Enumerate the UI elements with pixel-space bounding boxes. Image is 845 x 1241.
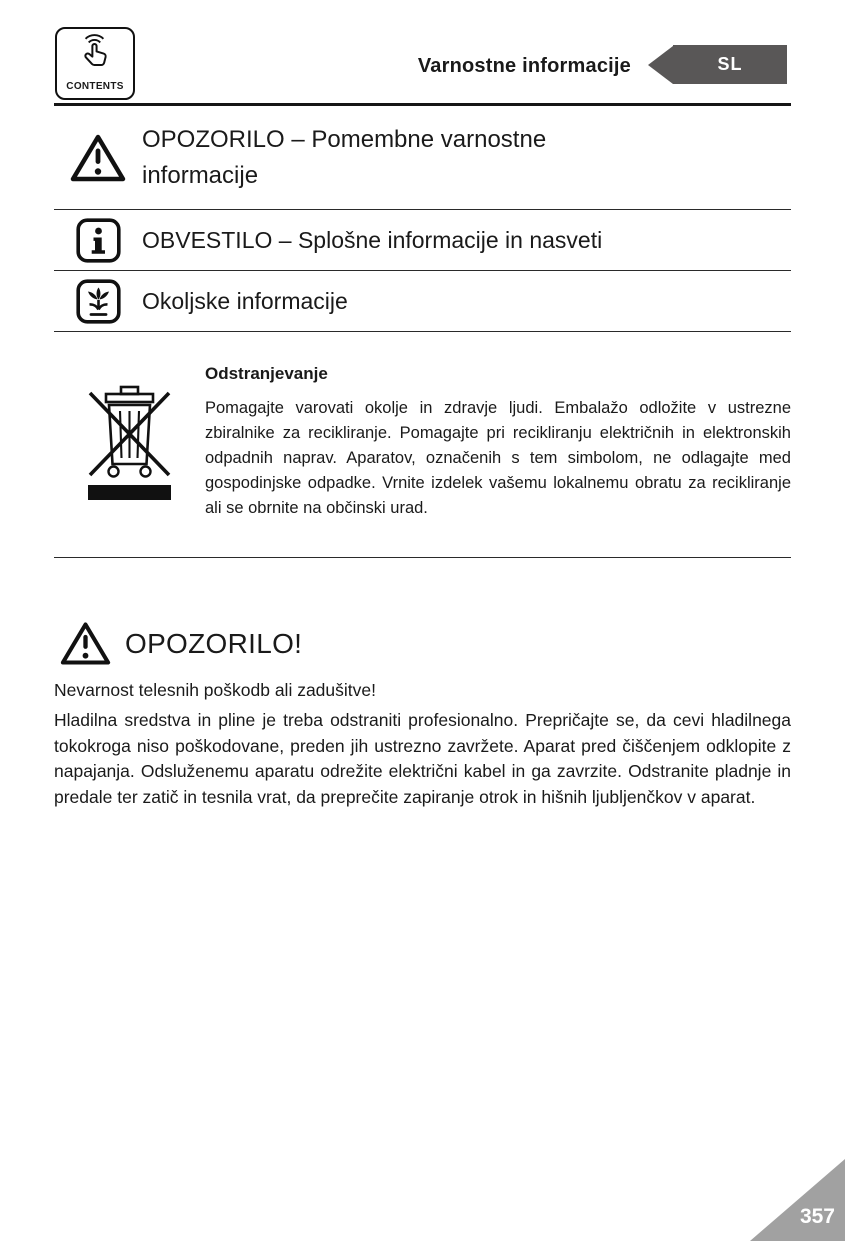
warning-title: OPOZORILO! [125, 627, 303, 659]
legend-environment-label: Okoljske informacije [142, 287, 348, 314]
contents-button[interactable] [55, 27, 135, 100]
warning-triangle-icon [59, 620, 112, 667]
page-title: Varnostne informacije [417, 55, 631, 77]
page-number: 357 [799, 1205, 835, 1228]
contents-button-label: CONTENTS [66, 81, 124, 92]
warning-section [54, 620, 791, 810]
legend-row-notice [54, 210, 791, 271]
legend-warning-label: OPOZORILO – Pomembne varnostne informacije [142, 125, 547, 189]
tag-arrow-shape [648, 46, 673, 84]
legend-row-environment [54, 271, 791, 332]
warning-subtitle: Nevarnost telesnih poškodb ali zadušitve! [54, 680, 376, 700]
legend-row-warning [54, 106, 791, 210]
symbol-legend-table [54, 103, 791, 558]
weee-crossed-bin-icon [54, 362, 205, 504]
language-tag-label: SL [673, 45, 787, 84]
warning-triangle-icon [54, 132, 142, 184]
legend-notice-label: OBVESTILO – Splošne informacije in nasveti [142, 226, 603, 253]
language-tag [648, 45, 787, 84]
warning-body-text: Hladilna sredstva in pline je treba odstraniti profesionalno. Prepričajte se, da cevi hladilnega tokokroga niso poškodovane, preden jih ustrezno zavržete. Aparat pred čiščenjem odklopite z napajanja. Odsluženemu aparatu odrežite električni kabel in ga zavrzite. Odstranite pladnje in predale ter zatič in tesnila vrat, da preprečite zapiranje otrok in hišnih ljubljenčkov v aparat. [54, 710, 791, 807]
eco-flower-icon [54, 279, 142, 324]
hand-pointer-icon [73, 33, 117, 80]
info-icon [54, 218, 142, 263]
legend-row-disposal [54, 332, 791, 558]
disposal-body-text: Pomagajte varovati okolje in zdravje ljudi. Embalažo odložite v ustrezne zbiralnike za recikliranje. Pomagajte pri recikliranju električnih in elektronskih odpadnih naprav. Aparatov, označenih s tem simbolom, ne odlagajte med gospodinjske odpadke. Vrnite izdelek vašemu lokalnemu obratu za recikliranje ali se obrnite na občinski urad. [205, 399, 791, 517]
disposal-heading: Odstranjevanje [205, 364, 328, 383]
